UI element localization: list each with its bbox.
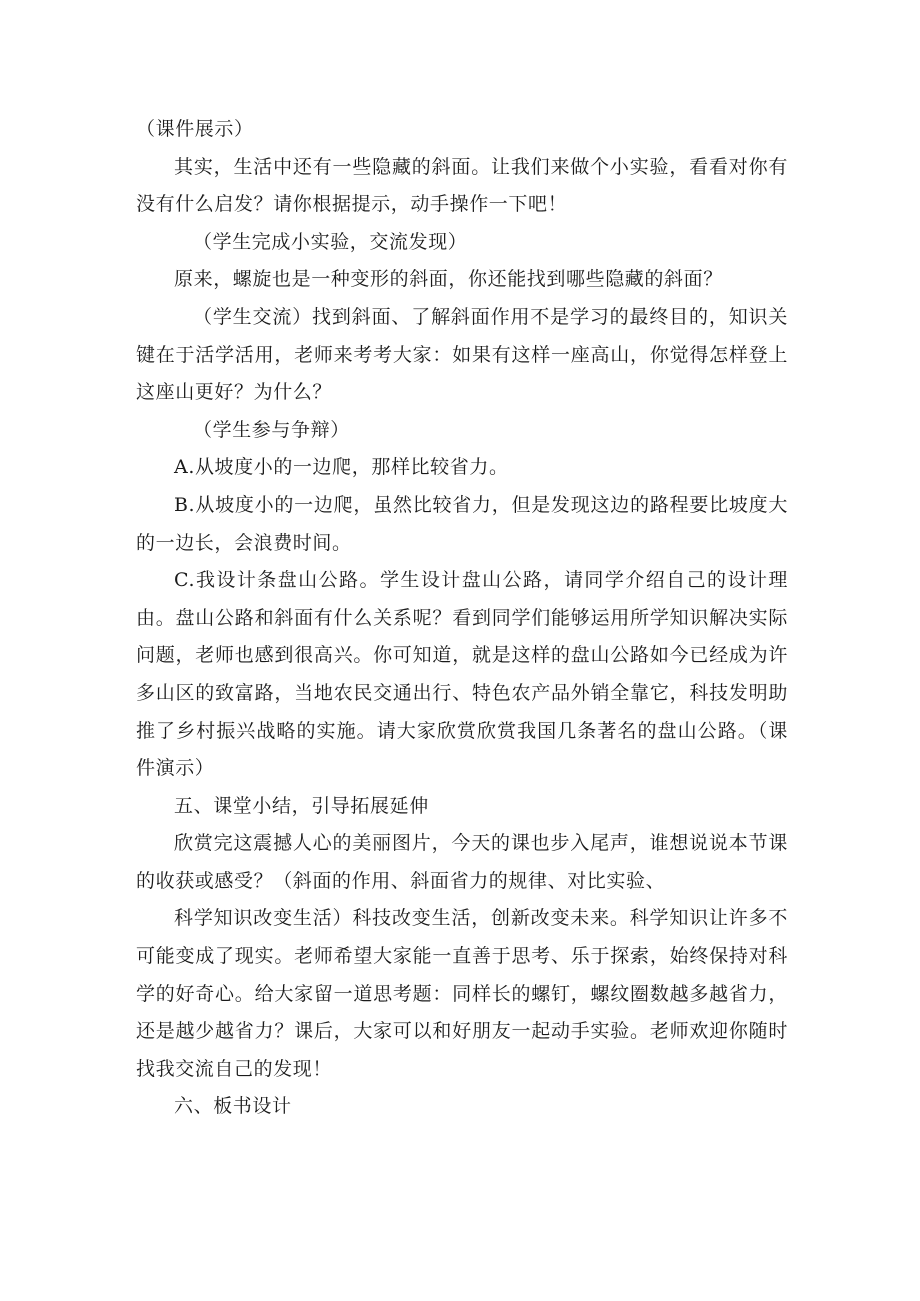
paragraph-student-experiment: （学生完成小实验，交流发现） — [193, 230, 468, 253]
paragraph-option-a: A.从坡度小的一边爬，那样比较省力。 — [174, 456, 509, 479]
paragraph-student-debate: （学生参与争辩） — [193, 418, 350, 441]
paragraph-option-b: B.从坡度小的一边爬，虽然比较省力，但是发现这边的路程要比坡度大的一边长，会浪费时间。 — [136, 493, 788, 554]
paragraph-student-exchange: （学生交流）找到斜面、了解斜面作用不是学习的最终目的，知识关键在于活学活用，老师来考考大家：如果有这样一座高山，你觉得怎样登上这座山更好？为什么？ — [136, 305, 788, 404]
paragraph-option-c: C.我设计条盘山公路。学生设计盘山公路，请同学介绍自己的设计理由。盘山公路和斜面有什么关系呢？看到同学们能够运用所学知识解决实际问题，老师也感到很高兴。你可知道，就是这样的盘山公路如今已经成为许多山区的致富路，当地农民交通出行、特色农产品外销全靠它，科技发明助推了乡村振兴战略的实施。请大家欣赏欣赏我国几条著名的盘山公路。（课件演示） — [136, 569, 788, 780]
section-heading-board-design: 六、板书设计 — [174, 1095, 292, 1118]
paragraph-hidden-slopes-intro: 其实，生活中还有一些隐藏的斜面。让我们来做个小实验，看看对你有没有什么启发？请你根据提示，动手操作一下吧！ — [136, 155, 788, 216]
document-body — [136, 111, 788, 1126]
paragraph-summary-reflection: 欣赏完这震撼人心的美丽图片，今天的课也步入尾声，谁想说说本节课的收获或感受？（斜面的作用、斜面省力的规律、对比实验、 — [136, 832, 788, 892]
paragraph-spiral-slope: 原来，螺旋也是一种变形的斜面，你还能找到哪些隐藏的斜面？ — [174, 268, 723, 291]
section-heading-summary: 五、课堂小结，引导拓展延伸 — [174, 794, 429, 817]
paragraph-courseware-display: （课件展示） — [136, 118, 254, 140]
paragraph-science-changes-life: 科学知识改变生活）科技改变生活，创新改变未来。科学知识让许多不可能变成了现实。老师希望大家能一直善于思考、乐于探索，始终保持对科学的好奇心。给大家留一道思考题：同样长的螺钉，螺纹圈数越多越省力，还是越少越省力？课后，大家可以和好朋友一起动手实验。老师欢迎你随时找我交流自己的发现！ — [136, 907, 788, 1080]
